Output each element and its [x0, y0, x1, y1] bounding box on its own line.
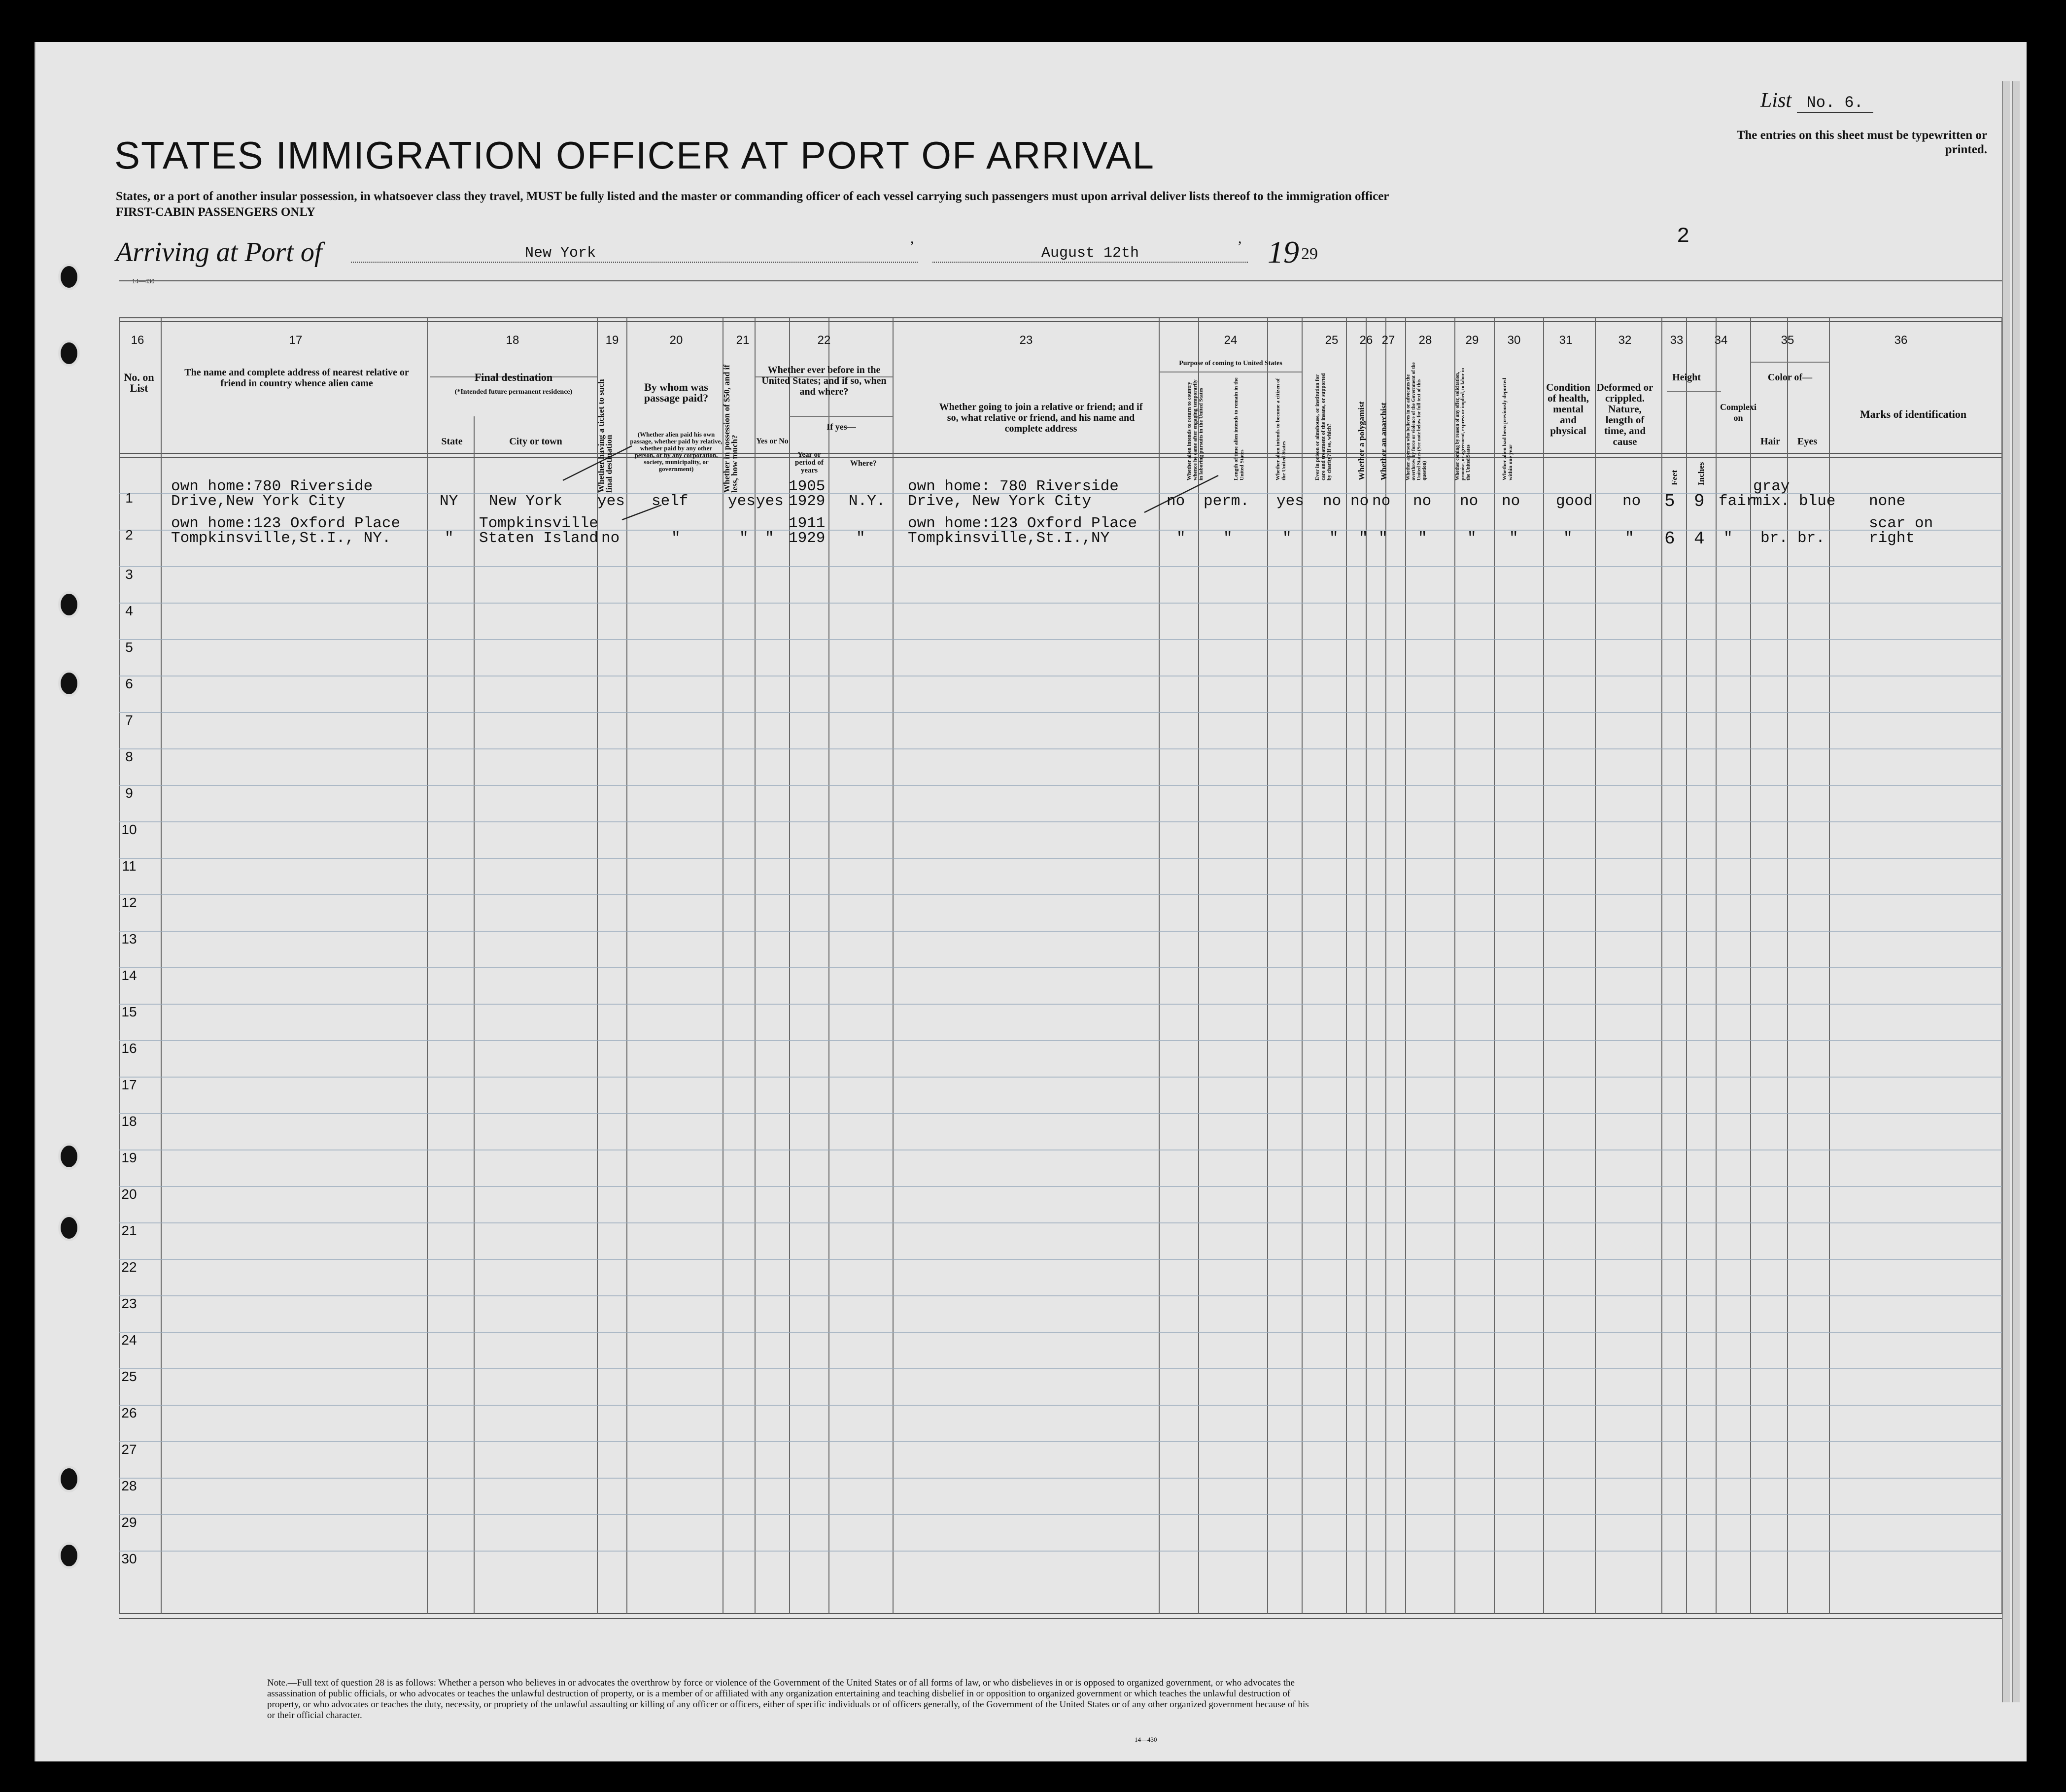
manifest-sheet [34, 42, 2027, 1761]
date-comma: , [1238, 230, 1242, 246]
row-number: 1 [125, 490, 133, 506]
table-grid [35, 42, 2027, 1761]
class-line: FIRST-CABIN PASSENGERS ONLY [116, 205, 315, 219]
arriving-label: Arriving at Port of [116, 237, 322, 268]
polygamist: " [1359, 530, 1368, 547]
form-title: STATES IMMIGRATION OFFICER AT PORT OF ARRIVAL [114, 134, 1155, 177]
row-number: 18 [121, 1114, 137, 1129]
hdr-return-country: Whether alien intends to return to country whence he came after engaging temporarily in laboring pursuits in the United States [1186, 379, 1204, 480]
money: yes [728, 493, 756, 510]
col-num-17: 17 [289, 334, 303, 347]
punch-hole [58, 1542, 80, 1569]
hdr-final-destination: Final destination [474, 371, 553, 383]
row-number: 11 [122, 858, 137, 874]
col-num-16: 16 [131, 334, 144, 347]
row-number: 28 [121, 1478, 137, 1493]
row-number: 3 [125, 567, 133, 582]
hdr-become-citizen: Whether alien intends to become a citizen of the United States [1275, 378, 1287, 480]
marks-line1: scar on [1869, 515, 1933, 532]
row-number: 6 [125, 676, 133, 691]
year-line1: 1911 [789, 515, 826, 532]
join-line2: Tompkinsville,St.I.,NY [908, 530, 1110, 547]
where: N.Y. [849, 493, 886, 510]
hdr-polygamist: Whether a polygamist [1357, 401, 1366, 480]
money: " [739, 530, 749, 547]
hdr-inches: Inches [1696, 462, 1706, 485]
deformed: no [1622, 493, 1641, 510]
hdr-deformed: Deformed or crippled. Nature, length of time, and cause [1596, 381, 1653, 447]
col-num-27: 27 [1381, 334, 1395, 347]
labor-offer: " [1467, 530, 1477, 547]
hdr-nearest-relative: The name and complete address of nearest relative or friend in country whence alien came [184, 367, 409, 389]
col-num-31: 31 [1559, 334, 1573, 347]
health: " [1563, 530, 1573, 547]
row-number: 7 [125, 712, 133, 728]
row-number: 2 [125, 527, 133, 542]
height-feet: 6 [1664, 529, 1675, 549]
hdr-ticket: Whether having a ticket to such final destination [596, 379, 614, 493]
col-num-18: 18 [506, 334, 519, 347]
overthrow: " [1418, 530, 1427, 547]
col-num-23: 23 [1019, 334, 1033, 347]
arrival-date: August 12th [932, 245, 1248, 263]
year-line1: 1905 [789, 478, 826, 495]
hdr-labor-offer: Whether coming by reason of any offer, solicitation, promise, or agreement, express or implied, to labor in the United States [1455, 368, 1471, 480]
anarchist: no [1372, 493, 1391, 510]
row-number: 14 [121, 968, 137, 983]
deported: no [1502, 493, 1520, 510]
row-number: 30 [121, 1551, 137, 1566]
row-number: 15 [121, 1004, 137, 1019]
ticket: yes [597, 493, 625, 510]
row-number: 24 [121, 1332, 137, 1348]
port-comma: , [910, 230, 914, 246]
list-label-text: List [1760, 89, 1792, 112]
year-line2: 1929 [789, 493, 826, 510]
col-num-24: 24 [1224, 334, 1238, 347]
row-number: 25 [121, 1369, 137, 1384]
relative-address-line1: own home:123 Oxford Place [171, 515, 401, 532]
col-num-22: 22 [817, 334, 831, 347]
prison: " [1329, 530, 1339, 547]
punch-hole [58, 1215, 80, 1241]
col-num-28: 28 [1418, 334, 1432, 347]
hdr-color-of: Color of— [1767, 372, 1813, 383]
state: " [445, 530, 454, 547]
col-num-25: 25 [1325, 334, 1339, 347]
before-in-us: " [765, 530, 774, 547]
punch-hole [58, 591, 80, 618]
list-number: No. 6. [1797, 94, 1873, 113]
hdr-overthrow: Whether a person who believes in or advocates the overthrow by force or violence of the Government of the United States (See note below for full text of this question) [1406, 362, 1427, 480]
row-number: 23 [121, 1296, 137, 1311]
length-of-stay: perm. [1204, 493, 1250, 510]
col-num-34: 34 [1714, 334, 1728, 347]
row-number: 5 [125, 640, 133, 655]
footer-note: Note.—Full text of question 28 is as follows: Whether a person who believes in or advocates the overthrow by force or violence of the Government of the United States or of all forms of law, or who disbelieves in or is opposed to organized government, or who advocates the assassination of public officials, or who advocates or teaches the unlawful destruction of property, or is a member of or affiliated with any organization entertaining and teaching disbelief in or opposition to organized government or which teaches the unlawful destruction of property, or who advocates or teaches the duty, necessity, or propriety of the unlawful assaulting or killing of any officer or officers, either of specific individuals or of officers generally, of the Government of the United States or of any other organized government because of his or their official character. [267, 1678, 1309, 1721]
hdr-purpose: Purpose of coming to United States [1179, 360, 1282, 367]
hdr-final-destination-note: (*Intended future permanent residence) [454, 388, 573, 396]
hdr-year-period: Year or period of years [795, 451, 824, 474]
year-prefix: 19 [1268, 235, 1299, 270]
punch-hole [58, 1466, 80, 1492]
col-num-20: 20 [669, 334, 683, 347]
become-citizen: " [1282, 530, 1292, 547]
hdr-feet: Feet [1670, 470, 1679, 485]
hair-line2: mix. [1753, 493, 1790, 510]
passage-paid: " [671, 530, 681, 547]
row-number: 12 [121, 895, 137, 910]
hdr-join-relative: Whether going to join a relative or friend; and if so, what relative or friend, and his name and complete address [939, 402, 1143, 434]
eyes: br. [1797, 530, 1825, 547]
marks: none [1869, 493, 1906, 510]
hdr-city: City or town [509, 436, 562, 447]
row-number: 8 [125, 749, 133, 764]
hdr-length-of-stay: Length of time alien intends to remain in the United States [1233, 377, 1245, 480]
row-number: 13 [121, 931, 137, 947]
col-num-33: 33 [1670, 334, 1684, 347]
punch-hole [58, 670, 80, 697]
row-number: 9 [125, 785, 133, 801]
hdr-passage-paid-note: (Whether alien paid his own passage, whether paid by relative, whether paid by any other person, or by any corporation, society, municipality, or government) [630, 431, 723, 473]
punch-hole [58, 1143, 80, 1170]
join-line1: own home: 780 Riverside [908, 478, 1119, 495]
marks-line2: right [1869, 530, 1915, 547]
hdr-marks: Marks of identification [1859, 408, 1967, 420]
row-number: 22 [121, 1259, 137, 1275]
ticket: no [601, 530, 620, 547]
eyes: blue [1799, 493, 1836, 510]
hdr-ever-before: Whether ever before in the United States; and if so, when and where? [761, 365, 887, 397]
where: " [856, 530, 865, 547]
row-number: 29 [121, 1515, 137, 1530]
col-num-19: 19 [605, 334, 619, 347]
complexion: fair [1719, 493, 1756, 510]
deformed: " [1625, 530, 1634, 547]
height-feet: 5 [1664, 491, 1675, 511]
complexion: " [1723, 530, 1733, 547]
height-inches: 9 [1694, 491, 1705, 511]
join-line1: own home:123 Oxford Place [908, 515, 1137, 532]
health: good [1556, 493, 1593, 510]
hdr-yes-or-no: Yes or No [756, 437, 789, 445]
punch-hole [58, 340, 80, 367]
hdr-if-yes: If yes— [826, 422, 856, 432]
row-number: 21 [121, 1223, 137, 1238]
before-in-us: yes [756, 493, 784, 510]
hdr-deported: Whether alien had been previously deported within one year [1502, 377, 1514, 480]
return-country: " [1176, 530, 1186, 547]
col-num-35: 35 [1781, 334, 1794, 347]
row-number: 19 [121, 1150, 137, 1165]
row-number: 20 [121, 1186, 137, 1202]
form-number-top: 14—430 [132, 277, 155, 285]
hdr-fifty-dollars: Whether in possession of $50, and if less, how much? [722, 365, 739, 493]
hdr-eyes: Eyes [1797, 436, 1817, 447]
hdr-prison: Ever in prison or almshouse, or institution for care and treatment of the insane, or supported by charity? If so, which? [1314, 373, 1332, 480]
col-num-21: 21 [736, 334, 750, 347]
anarchist: " [1378, 530, 1388, 547]
year-line2: 1929 [789, 530, 826, 547]
col-num-32: 32 [1618, 334, 1632, 347]
hdr-state: State [441, 436, 463, 447]
port-of-arrival: New York [351, 245, 918, 263]
col-num-26: 26 [1359, 334, 1373, 347]
polygamist: no [1350, 493, 1369, 510]
prison: no [1323, 493, 1342, 510]
row-number: 16 [121, 1041, 137, 1056]
hdr-passage-paid: By whom was passage paid? [644, 381, 709, 404]
deported: " [1509, 530, 1518, 547]
col-num-36: 36 [1894, 334, 1908, 347]
city-line2: Staten Island [479, 530, 598, 547]
length-of-stay: " [1223, 530, 1233, 547]
hdr-no-on-list: No. on List [124, 371, 154, 394]
row-number: 26 [121, 1405, 137, 1420]
form-number-bottom: 14—430 [1135, 1736, 1157, 1743]
hdr-hair: Hair [1760, 436, 1780, 447]
form-subtitle: States, or a port of another insular possession, in whatsoever class they travel, MUST be fully listed and the master or commanding officer of each vessel carrying such passengers must upon arrival deliver lists thereof to the immigration officer [116, 190, 1389, 203]
hdr-height: Height [1672, 372, 1701, 383]
hdr-complexion: Complexion [1720, 402, 1756, 423]
col-num-29: 29 [1465, 334, 1479, 347]
join-line2: Drive, New York City [908, 493, 1092, 510]
row-number: 17 [121, 1077, 137, 1092]
row-number: 4 [125, 603, 133, 618]
relative-address-line1: own home:780 Riverside [171, 478, 373, 495]
relative-address-line2: Drive,New York City [171, 493, 345, 510]
relative-address-line2: Tompkinsville,St.I., NY. [171, 530, 391, 547]
col-num-30: 30 [1507, 334, 1521, 347]
passage-paid: self [652, 493, 689, 510]
overthrow: no [1413, 493, 1432, 510]
become-citizen: yes [1276, 493, 1304, 510]
city-line1: Tompkinsville [479, 515, 598, 532]
typewritten-instruction: The entries on this sheet must be typewritten or printed. [1736, 129, 1987, 156]
hdr-health: Condition of health, mental and physical [1546, 381, 1590, 437]
row-number: 27 [121, 1442, 137, 1457]
hdr-where: Where? [850, 459, 877, 468]
row-number: 10 [121, 822, 137, 837]
city: New York [489, 493, 562, 510]
hair-line1: gray [1753, 478, 1790, 495]
return-country: no [1167, 493, 1185, 510]
sheet-number: 2 [1677, 224, 1690, 249]
height-inches: 4 [1694, 529, 1705, 549]
hair: br. [1760, 530, 1788, 547]
hdr-anarchist: Whether an anarchist [1379, 402, 1388, 480]
punch-hole [58, 264, 80, 290]
year-suffix: 29 [1301, 245, 1318, 263]
state: NY [440, 493, 458, 510]
labor-offer: no [1460, 493, 1479, 510]
